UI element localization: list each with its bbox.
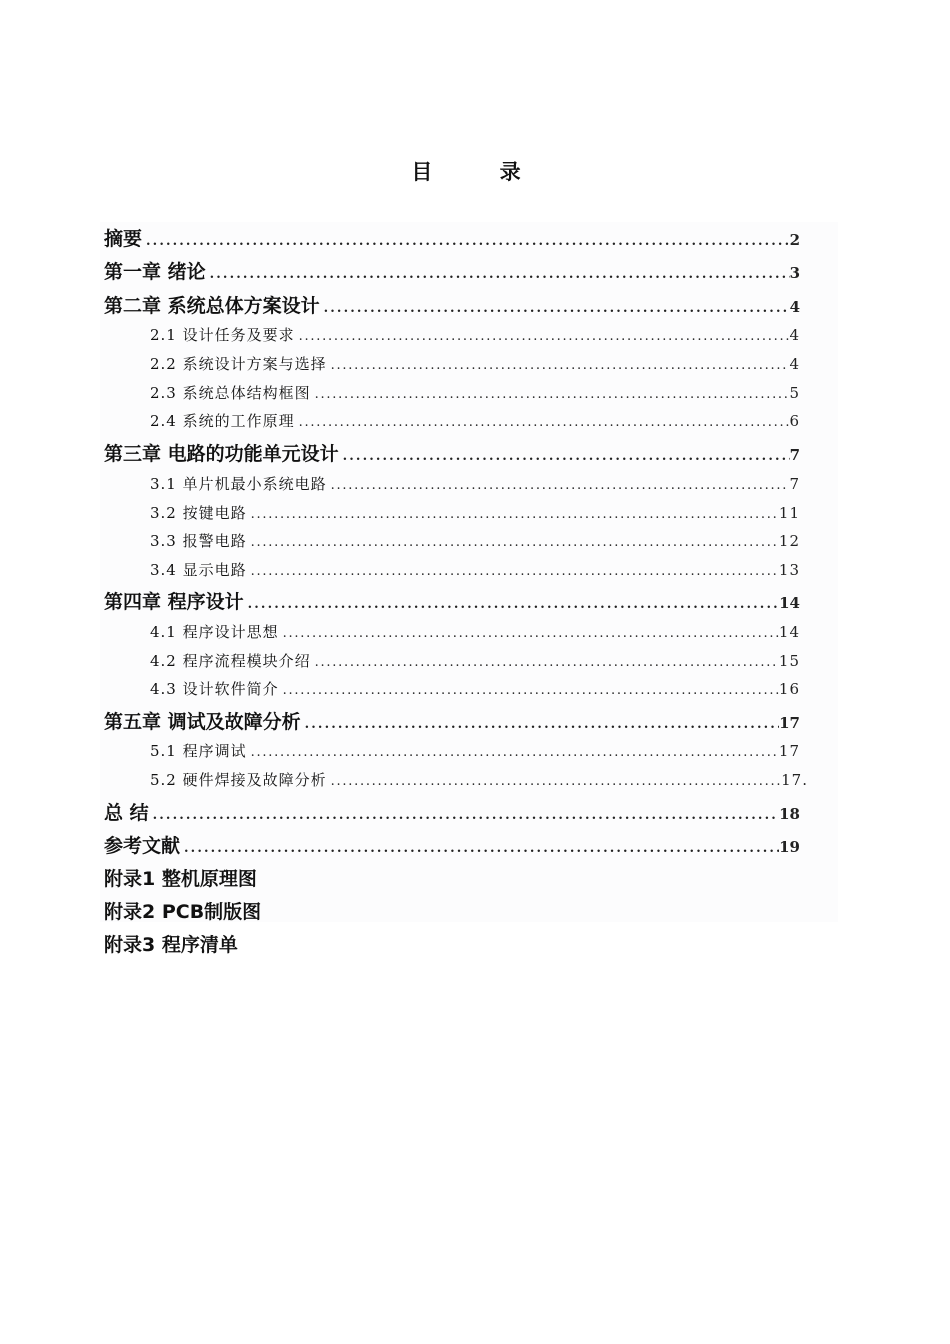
toc-entry[interactable] — [104, 587, 800, 613]
toc-leader-dots — [180, 841, 779, 856]
toc-page-number: 7 — [789, 475, 800, 493]
toc-page-number: 16 — [778, 680, 800, 698]
toc-leader-dots — [247, 535, 779, 550]
toc-entry[interactable] — [104, 707, 800, 733]
toc-entry[interactable] — [150, 382, 800, 404]
toc-page-number: 3 — [789, 264, 800, 282]
toc-page-number: 17 — [778, 742, 800, 760]
toc-page-number: 4 — [789, 298, 800, 316]
toc-entry-label: 2.1 设计任务及要求 — [150, 326, 295, 344]
toc-leader-dots — [247, 745, 779, 760]
toc-leader-dots — [295, 329, 790, 344]
toc-entry[interactable] — [150, 353, 800, 375]
toc-page-number: 12 — [778, 532, 800, 550]
toc-entry-label: 3.1 单片机最小系统电路 — [150, 475, 327, 493]
toc-entry-label: 5.2 硬件焊接及故障分析 — [150, 771, 327, 789]
toc-entry[interactable] — [104, 831, 800, 857]
toc-leader-dots — [339, 449, 790, 464]
toc-entry[interactable] — [104, 224, 800, 250]
toc-entry[interactable] — [104, 291, 800, 317]
toc-entry-label: 3.4 显示电路 — [150, 561, 247, 579]
toc-leader-dots — [244, 597, 780, 612]
toc-entry[interactable] — [150, 621, 800, 643]
toc-page-number: 17. — [781, 771, 808, 789]
toc-entry-label: 第五章 调试及故障分析 — [104, 711, 301, 733]
toc-leader-dots — [311, 655, 779, 670]
appendix-entry[interactable]: 附录3 程序清单 — [104, 934, 238, 956]
toc-leader-dots — [327, 478, 790, 493]
toc-entry[interactable] — [150, 740, 800, 762]
toc-leader-dots — [327, 358, 790, 373]
toc-leader-dots — [247, 507, 779, 522]
toc-entry[interactable] — [104, 257, 800, 283]
toc-entry[interactable] — [150, 324, 800, 346]
toc-entry-label: 5.1 程序调试 — [150, 742, 247, 760]
toc-leader-dots — [279, 683, 779, 698]
toc-entry[interactable] — [150, 678, 800, 700]
toc-page-number: 5 — [789, 384, 800, 402]
appendix-entry[interactable]: 附录1 整机原理图 — [104, 868, 257, 890]
toc-entry[interactable] — [150, 650, 800, 672]
toc-page-number: 4 — [789, 355, 800, 373]
toc-entry-label: 4.3 设计软件简介 — [150, 680, 279, 698]
toc-page-number: 2 — [789, 231, 800, 249]
toc-entry[interactable] — [150, 410, 800, 432]
toc-entry-label: 2.3 系统总体结构框图 — [150, 384, 311, 402]
toc-leader-dots — [311, 387, 790, 402]
toc-entry[interactable] — [150, 769, 808, 791]
toc-page-number: 4 — [789, 326, 800, 344]
toc-entry-label: 2.2 系统设计方案与选择 — [150, 355, 327, 373]
toc-entry[interactable] — [150, 530, 800, 552]
toc-leader-dots — [320, 301, 790, 316]
toc-leader-dots — [301, 717, 780, 732]
toc-entry-label: 3.2 按键电路 — [150, 504, 247, 522]
toc-leader-dots — [142, 234, 790, 249]
toc-page-number: 14 — [779, 594, 800, 612]
toc-entry[interactable] — [104, 439, 800, 465]
toc-entry-label: 第三章 电路的功能单元设计 — [104, 443, 339, 465]
toc-page-number: 18 — [779, 805, 800, 823]
toc-entry-label: 总 结 — [104, 802, 149, 824]
toc-leader-dots — [206, 267, 790, 282]
toc-entry-label: 3.3 报警电路 — [150, 532, 247, 550]
toc-page-number: 19 — [779, 838, 800, 856]
toc-leader-dots — [279, 626, 779, 641]
toc-page-number: 11 — [778, 504, 800, 522]
toc-page-number: 15 — [778, 652, 800, 670]
toc-entry-label: 第二章 系统总体方案设计 — [104, 295, 320, 317]
appendix-entry[interactable]: 附录2 PCB制版图 — [104, 901, 262, 923]
toc-page-number: 17 — [779, 714, 800, 732]
toc-entry-label: 第四章 程序设计 — [104, 591, 244, 613]
toc-entry[interactable] — [104, 798, 800, 824]
toc-entry[interactable] — [150, 559, 800, 581]
toc-entry-label: 4.1 程序设计思想 — [150, 623, 279, 641]
toc-entry[interactable] — [150, 473, 800, 495]
toc-title: 目 录 — [411, 160, 551, 184]
toc-entry-label: 第一章 绪论 — [104, 261, 206, 283]
toc-page-number: 7 — [789, 446, 800, 464]
toc-entry-label: 2.4 系统的工作原理 — [150, 412, 295, 430]
toc-leader-dots — [327, 774, 782, 789]
toc-entry-label: 参考文献 — [104, 835, 181, 857]
toc-leader-dots — [247, 564, 779, 579]
toc-entry[interactable] — [150, 502, 800, 524]
toc-entry-label: 4.2 程序流程模块介绍 — [150, 652, 311, 670]
toc-page-number: 14 — [778, 623, 800, 641]
toc-page-number: 6 — [789, 412, 800, 430]
toc-leader-dots — [149, 808, 780, 823]
toc-leader-dots — [295, 415, 790, 430]
toc-page-number: 13 — [778, 561, 800, 579]
toc-entry-label: 摘要 — [104, 228, 143, 250]
